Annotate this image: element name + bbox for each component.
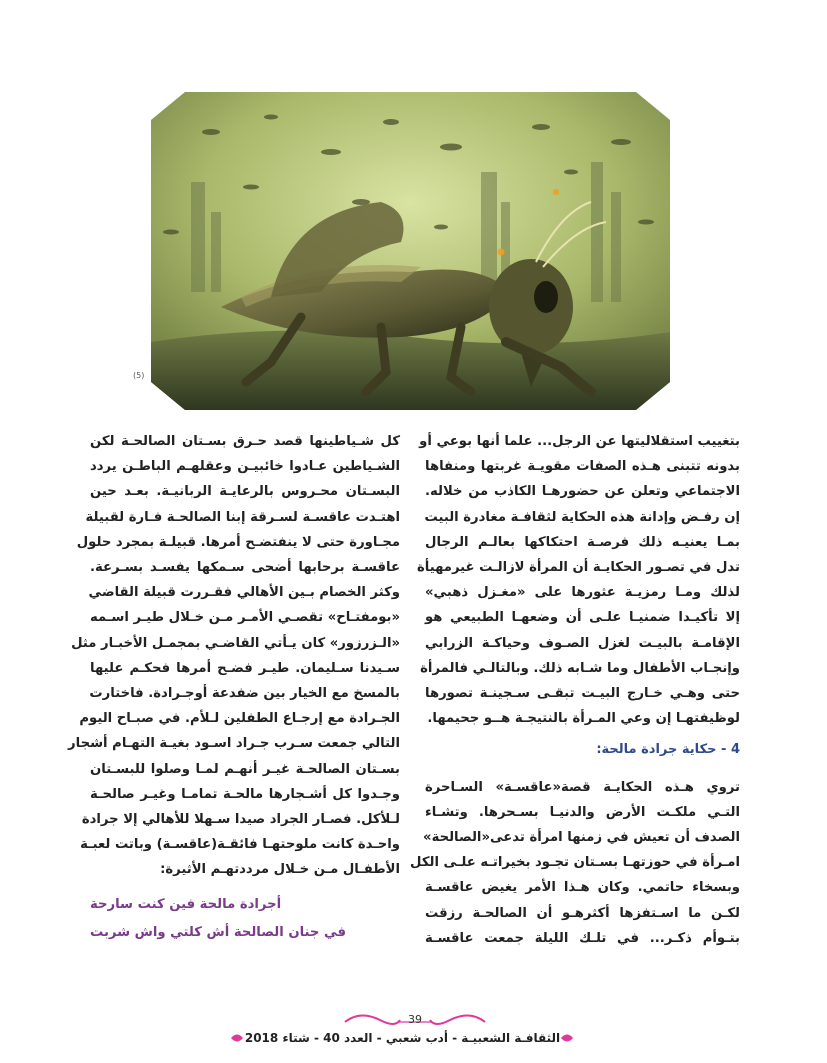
text-line: التـي ملكـت الأرض والدنيـا بسـحرها. وتشـاء (425, 804, 740, 820)
poem-verses (90, 891, 400, 947)
text-line: كل شـياطينها قصد حـرق بسـتان الصالحـة لكن (90, 434, 400, 449)
right-paragraph-2 (410, 775, 740, 951)
text-line: تروي هـذه الحكايـة قصة«عاقسـة» السـاحرة (425, 779, 740, 795)
illustration-svg (151, 92, 670, 410)
text-line: وإنجـاب الأطفال وما شـابه ذلك. وبالتالـي فالمرأة (420, 660, 740, 676)
text-line: حتى وهـي خـارج البيـت تبقـى سـجينـة تصورها (425, 686, 740, 702)
text-line: «الـزرزور» كان يـأتي القاضـي بمجمـل الأخبـار مثل (71, 635, 400, 651)
text-line: بتـوأم ذكـر... في تلـك الليلة جمعت عاقسـة (425, 930, 740, 946)
text-line: امـرأة في حوزتهـا بسـتان تجـود بخيراتـه علـى الكل (410, 855, 740, 871)
text-line: التالي جمعت سـرب جـراد اسـود بغيـة التهـام أشجار (68, 736, 400, 752)
text-line: الإقامـة بالبيـت لغزل الصـوف وحياكـة الزرابي (425, 635, 740, 651)
text-line: إن رفـض وإدانة هذه الحكاية لثقافـة مغادرة البيت (424, 509, 740, 525)
left-column (68, 429, 400, 947)
text-line: مجـاورة حتى لا ينفتضـح أمرها. قبيلـة بمجرد حلول (76, 534, 400, 550)
text-line: سـيدنا سـليمان. طيـر فضـح أمرها فحكـم عليها (90, 660, 400, 676)
text-line: لذلك ومـا رمزيـة عثورها على «مغـزل ذهبي» (425, 585, 740, 601)
text-line: عاقسـة برحابها أضحى سـمكها يفسـد بسـرعة. (90, 560, 400, 576)
section-heading: 4 - حكاية جرادة مالحة: (596, 742, 740, 758)
poem-verse: في جنان الصالحة أش كلتي واش شربت (90, 924, 346, 940)
text-line: واحـدة كانت ملوحتهـا فائقـة(عاقسـة) وباتت لعبـة (80, 837, 400, 853)
text-line: البسـتان محـروس بالرعايـة الربانيـة. بعـد حين (90, 484, 400, 500)
right-column (410, 429, 740, 951)
text-line: بالمسخ مع الخيار بين ضفدعة أوجـرادة. فاختارت (89, 686, 400, 702)
page-number: 39 (408, 1013, 422, 1026)
text-line: وجـدوا كل أشـجارها مالحـة تمامـا وغيـر صالحـة (90, 786, 400, 802)
text-line: بدونه تتبنى هـذه الصفات مقويـة غربتها ومنفاها (425, 459, 740, 475)
text-line: بسـتان الصالحـة غيـر أنهـم لمـا وصلوا للبسـتان (90, 761, 400, 777)
text-line: بمـا يعنيـه ذلك فرصـة احتكاكها بعالـم الرجال (425, 534, 740, 550)
journal-footer: الثقافـة الشعبيـة - أدب شعبي - العدد 40 - شتاء 2018 (244, 1031, 561, 1045)
grasshopper-illustration (151, 92, 670, 410)
poem-verse: أجرادة مالحة فين كنت سارحة (90, 896, 282, 912)
text-line: لـلأكل. فصـار الجراد صيدا سـهلا للأهالي إلا جرادة (81, 812, 400, 828)
text-line: اهتـدت عاقسـة لسـرقة إبنا الصالحـة فـارة لقبيلة (85, 509, 400, 525)
text-line: وبسخاء حاتمي. وكان هـذا الأمر يغيض عاقسـة (425, 880, 740, 896)
text-line: الأطفـال مـن خـلال مرددتهـم الأثيرة: (160, 862, 400, 878)
text-line: إلا تأكيـدا ضمنيـا علـى أن وضعهـا الطبيعي هو (425, 610, 740, 626)
text-line: لكـن ما اسـتفزها أكثرهـو أن الصالحـة رزقت (425, 905, 740, 921)
image-credit: (5) (133, 371, 145, 380)
text-line: الاجتماعي وتعلن عن حضورهـا الكاذب من خلاله. (425, 484, 740, 500)
text-line: الصدف أن تعيش في زمنها امرأة تدعى«الصالحة» (423, 830, 740, 846)
text-line: وكثر الخصام بـين الأهالي فقـررت قبيلة القاضي (88, 585, 400, 601)
text-line: الجـرادة مع إرجـاع الطفلين لـلأم. في صبـاح اليوم (79, 711, 400, 727)
text-line: الشـياطين عـادوا خائبيـن وعقلهـم الباطـن يردد (90, 459, 400, 475)
text-line: بتغييب استقلاليتها عن الرجل... علما أنها بوعي أو (419, 434, 740, 449)
text-line: «بومفتـاح» تقصـي الأمـر مـن خـلال طيـر اسـمه (90, 610, 400, 626)
left-paragraph (68, 429, 400, 883)
text-line: تدل في تصـور الحكايـة أن المرأة لازالـت غيرمهيأة (416, 560, 740, 576)
right-paragraph-1 (416, 429, 740, 731)
text-line: لوظيفتهـا إن وعي المـرأة بالنتيجـة هــو جحيمها. (427, 711, 740, 727)
